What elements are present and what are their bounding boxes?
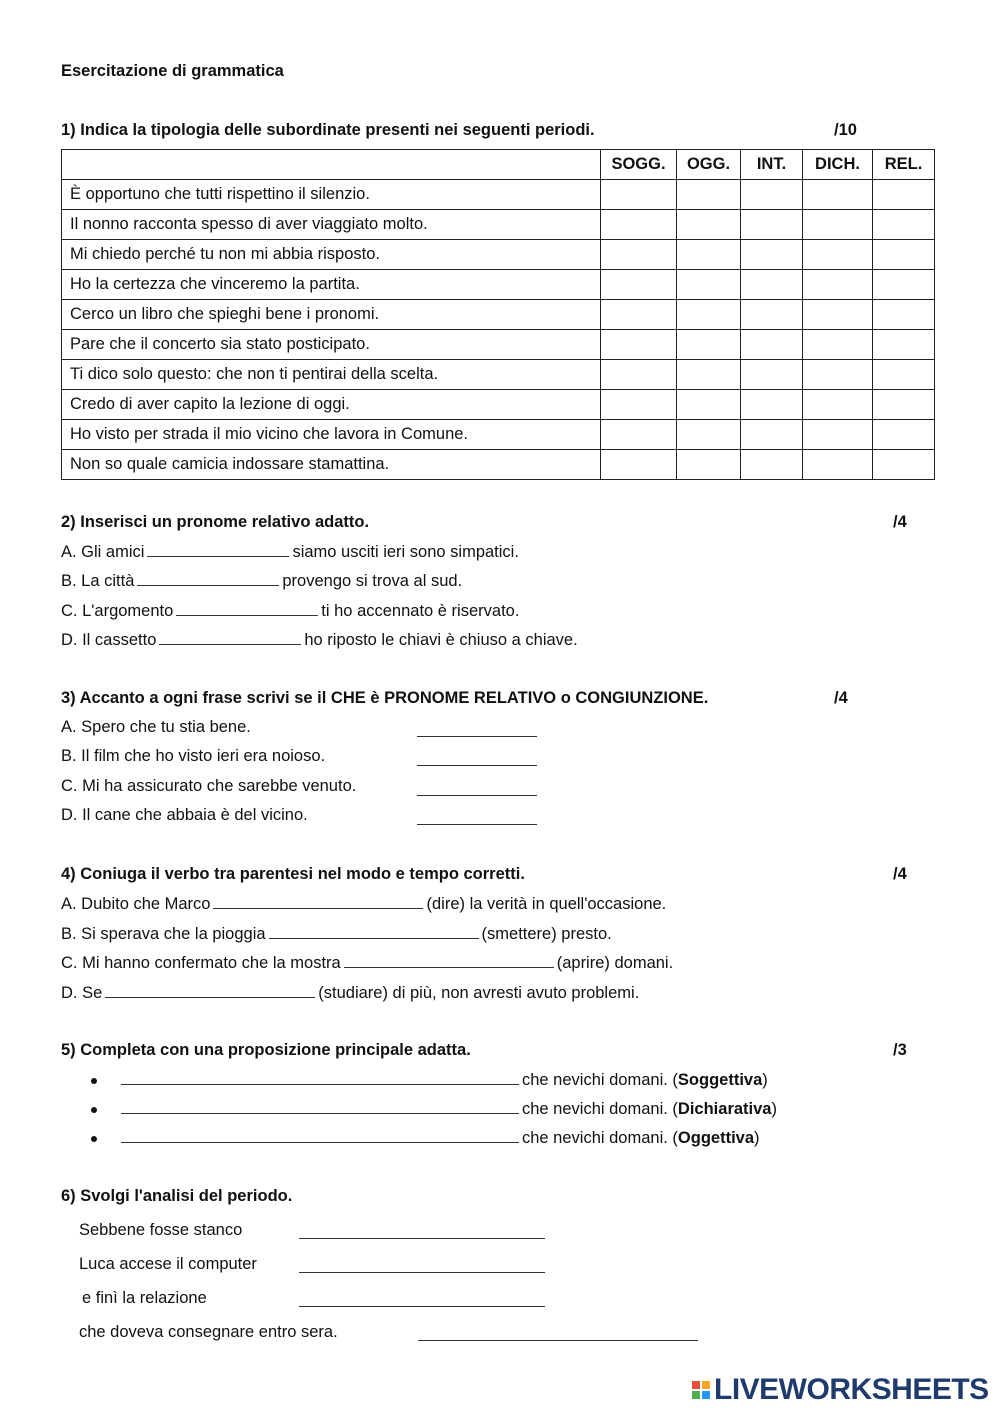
answer-cell[interactable] (873, 390, 935, 420)
answer-cell[interactable] (803, 210, 873, 240)
answer-blank[interactable] (213, 894, 423, 909)
item-text: ) (771, 1100, 777, 1118)
answer-cell[interactable] (677, 210, 741, 240)
table-row (62, 240, 935, 270)
bullet-icon (91, 1107, 97, 1113)
table-row (62, 450, 935, 480)
ex4-title: 4) Coniuga il verbo tra parentesi nel modo e tempo corretti. (61, 865, 525, 883)
answer-blank[interactable] (269, 924, 479, 939)
answer-cell[interactable] (741, 210, 803, 240)
answer-cell[interactable] (677, 270, 741, 300)
answer-cell[interactable] (601, 300, 677, 330)
ex4-item (61, 983, 639, 1003)
item-text: che nevichi domani. ( (522, 1100, 678, 1118)
ex1-score: /10 (834, 121, 857, 139)
ex5-item (118, 1070, 768, 1090)
liveworksheets-logo (692, 1375, 989, 1405)
ex3-item: A. Spero che tu stia bene. (61, 718, 251, 736)
ex2-title: 2) Inserisci un pronome relativo adatto. (61, 513, 370, 531)
item-text: (aprire) domani. (556, 954, 674, 972)
answer-cell[interactable] (803, 300, 873, 330)
header-cell: OGG. (677, 150, 741, 180)
sentence-cell: Ho visto per strada il mio vicino che lavora in Comune. (62, 420, 601, 450)
answer-cell[interactable] (803, 180, 873, 210)
item-text: D. Il cassetto (61, 631, 157, 649)
sentence-cell: Il nonno racconta spesso di aver viaggiato molto. (62, 210, 601, 240)
ex3-item: B. Il film che ho visto ieri era noioso. (61, 747, 326, 765)
answer-cell[interactable] (677, 180, 741, 210)
table-row (62, 420, 935, 450)
answer-cell[interactable] (741, 360, 803, 390)
answer-blank[interactable] (417, 722, 537, 737)
logo-mark-icon (692, 1381, 710, 1399)
answer-cell[interactable] (873, 330, 935, 360)
table-row (62, 390, 935, 420)
answer-cell[interactable] (601, 420, 677, 450)
ex4-item (61, 894, 666, 914)
ex3-item: C. Mi ha assicurato che sarebbe venuto. (61, 777, 357, 795)
ex1-table (61, 149, 935, 480)
item-text: (dire) la verità in quell'occasione. (426, 895, 667, 913)
answer-cell[interactable] (741, 240, 803, 270)
answer-cell[interactable] (677, 330, 741, 360)
answer-blank[interactable] (137, 571, 279, 586)
item-type: Dichiarativa (677, 1100, 772, 1118)
item-text: D. Se (61, 984, 103, 1002)
answer-cell[interactable] (601, 330, 677, 360)
answer-blank[interactable] (105, 983, 315, 998)
header-cell: SOGG. (601, 150, 677, 180)
answer-cell[interactable] (601, 180, 677, 210)
ex2-score: /4 (893, 513, 907, 531)
logo-text: LIVEWORKSHEETS (714, 1373, 989, 1406)
answer-cell[interactable] (741, 300, 803, 330)
answer-cell[interactable] (803, 420, 873, 450)
item-text: B. Si sperava che la pioggia (61, 925, 266, 943)
answer-cell[interactable] (601, 270, 677, 300)
sentence-cell: Credo di aver capito la lezione di oggi. (62, 390, 601, 420)
sentence-cell: Ho la certezza che vinceremo la partita. (62, 270, 601, 300)
item-text: C. L'argomento (61, 602, 174, 620)
answer-cell[interactable] (803, 240, 873, 270)
item-text: C. Mi hanno confermato che la mostra (61, 954, 341, 972)
item-text: provengo si trova al sud. (282, 572, 463, 590)
answer-cell[interactable] (677, 450, 741, 480)
answer-cell[interactable] (873, 210, 935, 240)
ex6-item: che doveva consegnare entro sera. (79, 1323, 338, 1341)
item-text: ) (762, 1071, 768, 1089)
ex1-title: 1) Indica la tipologia delle subordinate presenti nei seguenti periodi. (61, 121, 595, 139)
answer-cell[interactable] (601, 210, 677, 240)
answer-blank[interactable] (299, 1258, 545, 1273)
answer-cell[interactable] (741, 390, 803, 420)
ex5-title: 5) Completa con una proposizione principale adatta. (61, 1041, 471, 1059)
answer-blank[interactable] (121, 1070, 519, 1085)
item-text: B. La città (61, 572, 135, 590)
ex2-item (61, 630, 578, 650)
answer-cell[interactable] (873, 270, 935, 300)
item-text: siamo usciti ieri sono simpatici. (292, 543, 519, 561)
sentence-cell: È opportuno che tutti rispettino il silenzio. (62, 180, 601, 210)
sentence-cell: Pare che il concerto sia stato posticipato. (62, 330, 601, 360)
answer-cell[interactable] (601, 360, 677, 390)
answer-cell[interactable] (741, 180, 803, 210)
answer-cell[interactable] (677, 300, 741, 330)
ex4-item (61, 953, 673, 973)
ex5-item (118, 1128, 760, 1148)
answer-blank[interactable] (299, 1292, 545, 1307)
answer-cell[interactable] (601, 450, 677, 480)
answer-cell[interactable] (803, 330, 873, 360)
answer-cell[interactable] (677, 420, 741, 450)
ex4-item (61, 924, 612, 944)
item-text: A. Dubito che Marco (61, 895, 211, 913)
ex2-item (61, 571, 462, 591)
answer-cell[interactable] (803, 450, 873, 480)
sentence-cell: Non so quale camicia indossare stamattina. (62, 450, 601, 480)
item-text: (studiare) di più, non avresti avuto problemi. (318, 984, 640, 1002)
answer-blank[interactable] (121, 1099, 519, 1114)
header-cell (62, 150, 601, 180)
table-row (62, 360, 935, 390)
answer-blank[interactable] (344, 953, 554, 968)
answer-cell[interactable] (873, 240, 935, 270)
answer-cell[interactable] (741, 420, 803, 450)
sentence-cell: Cerco un libro che spieghi bene i pronomi. (62, 300, 601, 330)
item-text: (smettere) presto. (481, 925, 612, 943)
table-row (62, 210, 935, 240)
answer-cell[interactable] (873, 420, 935, 450)
answer-cell[interactable] (873, 180, 935, 210)
sentence-cell: Ti dico solo questo: che non ti pentirai della scelta. (62, 360, 601, 390)
item-text: A. Gli amici (61, 543, 145, 561)
answer-blank[interactable] (299, 1224, 545, 1239)
answer-blank[interactable] (121, 1128, 519, 1143)
answer-cell[interactable] (873, 360, 935, 390)
item-type: Oggettiva (677, 1129, 755, 1147)
answer-blank[interactable] (417, 810, 537, 825)
ex2-item (61, 542, 519, 562)
answer-cell[interactable] (803, 390, 873, 420)
item-text: che nevichi domani. ( (522, 1071, 678, 1089)
answer-cell[interactable] (803, 270, 873, 300)
answer-cell[interactable] (741, 450, 803, 480)
table-row (62, 270, 935, 300)
answer-blank[interactable] (176, 601, 318, 616)
answer-blank[interactable] (417, 751, 537, 766)
answer-cell[interactable] (677, 390, 741, 420)
answer-blank[interactable] (147, 542, 289, 557)
answer-cell[interactable] (873, 300, 935, 330)
answer-cell[interactable] (601, 390, 677, 420)
answer-blank[interactable] (159, 630, 301, 645)
ex3-item: D. Il cane che abbaia è del vicino. (61, 806, 308, 824)
table-row (62, 300, 935, 330)
answer-cell[interactable] (803, 360, 873, 390)
table-row (62, 180, 935, 210)
item-text: che nevichi domani. ( (522, 1129, 678, 1147)
ex5-item (118, 1099, 777, 1119)
item-type: Soggettiva (677, 1071, 763, 1089)
ex2-item (61, 601, 519, 621)
answer-blank[interactable] (418, 1326, 698, 1341)
answer-cell[interactable] (677, 240, 741, 270)
ex3-score: /4 (834, 689, 848, 707)
answer-cell[interactable] (677, 360, 741, 390)
ex3-title: 3) Accanto a ogni frase scrivi se il CHE è PRONOME RELATIVO o CONGIUNZIONE. (61, 689, 709, 707)
answer-cell[interactable] (741, 270, 803, 300)
answer-cell[interactable] (873, 450, 935, 480)
bullet-icon (91, 1136, 97, 1142)
header-cell: INT. (741, 150, 803, 180)
answer-cell[interactable] (601, 240, 677, 270)
table-header-row (62, 150, 935, 180)
ex6-item: e finì la relazione (82, 1289, 207, 1307)
header-cell: REL. (873, 150, 935, 180)
bullet-icon (91, 1078, 97, 1084)
item-text: ho riposto le chiavi è chiuso a chiave. (304, 631, 578, 649)
ex6-item: Sebbene fosse stanco (79, 1221, 243, 1239)
ex5-score: /3 (893, 1041, 907, 1059)
answer-blank[interactable] (417, 781, 537, 796)
sentence-cell: Mi chiedo perché tu non mi abbia risposto. (62, 240, 601, 270)
header-cell: DICH. (803, 150, 873, 180)
table-row (62, 330, 935, 360)
ex6-title: 6) Svolgi l'analisi del periodo. (61, 1187, 293, 1205)
item-text: ) (754, 1129, 760, 1147)
answer-cell[interactable] (741, 330, 803, 360)
worksheet-title: Esercitazione di grammatica (61, 62, 284, 80)
ex4-score: /4 (893, 865, 907, 883)
item-text: ti ho accennato è riservato. (321, 602, 520, 620)
ex6-item: Luca accese il computer (79, 1255, 257, 1273)
